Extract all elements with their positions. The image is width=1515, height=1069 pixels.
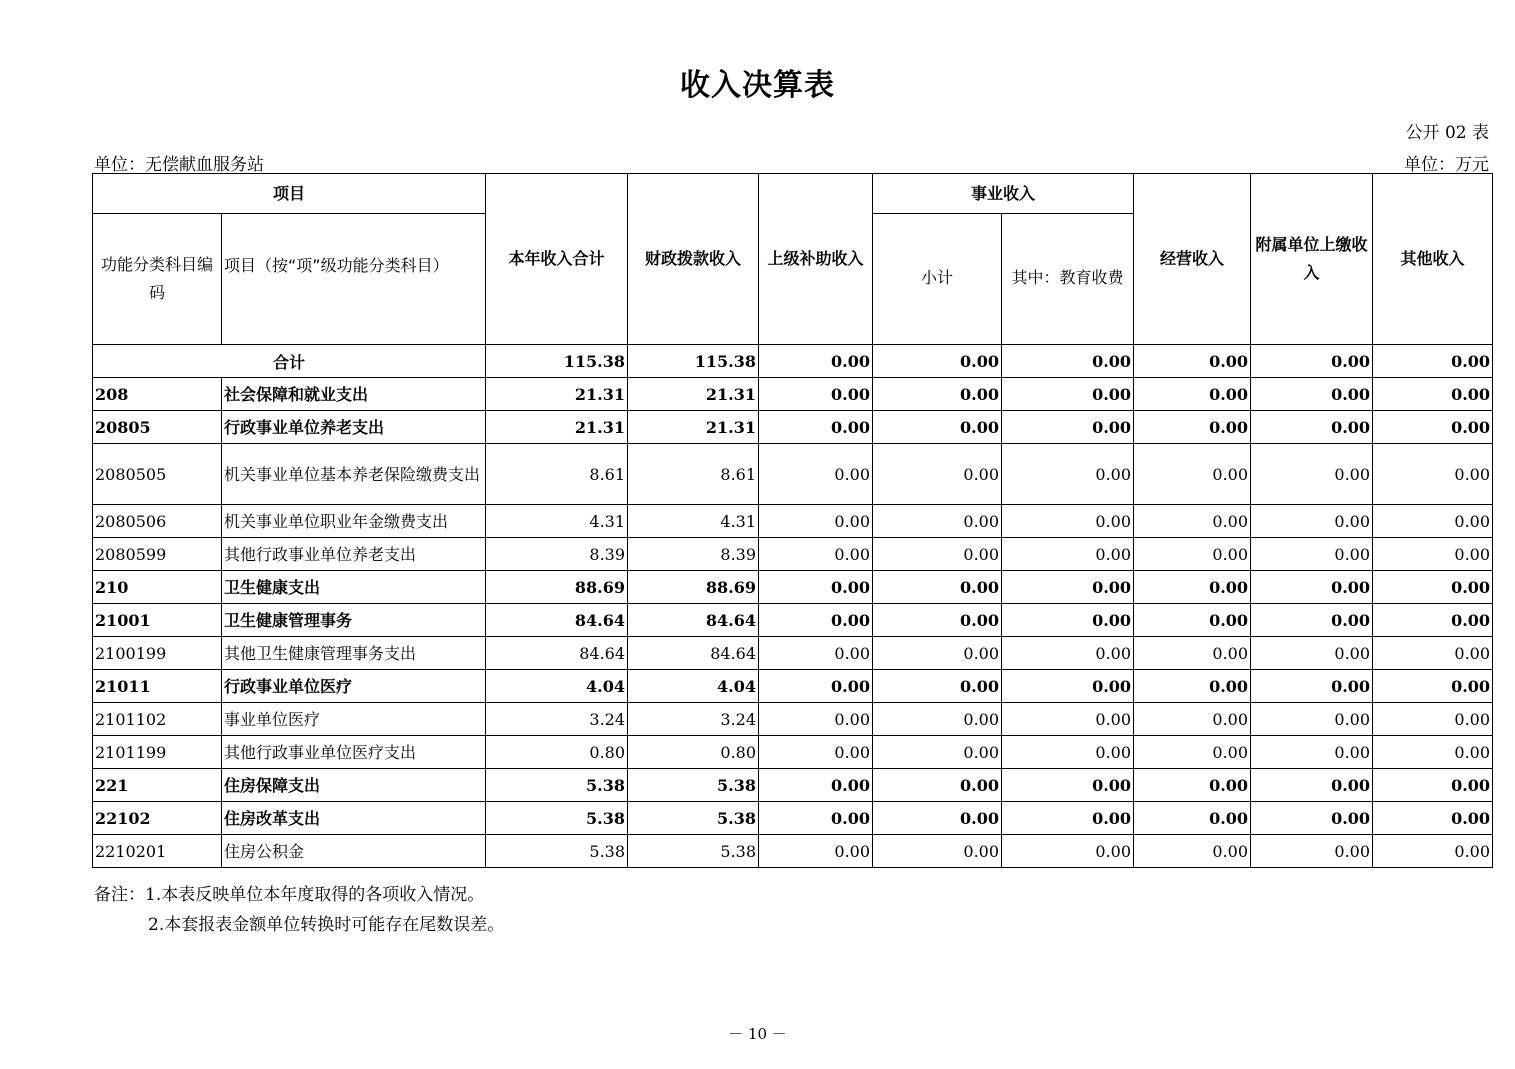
row-name: 卫生健康管理事务	[222, 604, 486, 637]
row-value: 0.00	[759, 604, 873, 637]
row-name: 住房改革支出	[222, 802, 486, 835]
row-value: 0.00	[873, 703, 1002, 736]
row-value: 0.00	[873, 571, 1002, 604]
row-value: 0.00	[1134, 444, 1251, 505]
total-cell: 115.38	[628, 345, 759, 378]
row-value: 0.00	[1134, 835, 1251, 868]
row-value: 0.00	[759, 703, 873, 736]
table-row	[93, 835, 1493, 868]
row-value: 0.00	[1002, 571, 1134, 604]
row-value: 84.64	[486, 604, 628, 637]
row-value: 0.00	[759, 505, 873, 538]
row-code: 2100199	[93, 637, 222, 670]
row-value: 5.38	[486, 802, 628, 835]
row-value: 4.04	[628, 670, 759, 703]
table-row	[93, 802, 1493, 835]
row-value: 3.24	[486, 703, 628, 736]
table-row	[93, 670, 1493, 703]
row-value: 0.00	[759, 802, 873, 835]
table-row	[93, 736, 1493, 769]
row-value: 4.31	[628, 505, 759, 538]
total-cell: 0.00	[1373, 345, 1493, 378]
row-value: 5.38	[628, 835, 759, 868]
row-value: 0.00	[873, 670, 1002, 703]
row-value: 0.00	[1251, 411, 1373, 444]
row-value: 0.00	[1251, 769, 1373, 802]
row-name: 事业单位医疗	[222, 703, 486, 736]
row-value: 0.00	[1002, 505, 1134, 538]
row-name: 机关事业单位职业年金缴费支出	[222, 505, 486, 538]
row-value: 0.00	[1373, 802, 1493, 835]
row-value: 0.00	[1134, 411, 1251, 444]
row-value: 0.00	[1002, 637, 1134, 670]
row-value: 5.38	[486, 769, 628, 802]
total-cell: 0.00	[1251, 345, 1373, 378]
row-value: 8.61	[486, 444, 628, 505]
row-name: 住房保障支出	[222, 769, 486, 802]
row-value: 0.00	[1134, 538, 1251, 571]
row-value: 0.00	[1002, 736, 1134, 769]
row-value: 8.39	[628, 538, 759, 571]
row-value: 0.00	[759, 835, 873, 868]
table-row	[93, 444, 1493, 505]
row-value: 0.00	[1373, 411, 1493, 444]
row-code: 21001	[93, 604, 222, 637]
row-value: 0.00	[1251, 637, 1373, 670]
row-code: 20805	[93, 411, 222, 444]
row-value: 0.80	[486, 736, 628, 769]
table-row-total	[93, 345, 1493, 378]
row-value: 0.00	[1002, 604, 1134, 637]
row-value: 4.04	[486, 670, 628, 703]
row-value: 0.00	[1134, 637, 1251, 670]
unit-name: 单位：无偿献血服务站	[94, 155, 264, 175]
row-code: 2080505	[93, 444, 222, 505]
row-value: 0.00	[1251, 703, 1373, 736]
total-label: 合计	[93, 345, 486, 378]
row-value: 0.00	[1134, 505, 1251, 538]
row-value: 0.00	[759, 378, 873, 411]
row-code: 2101102	[93, 703, 222, 736]
row-code: 2080599	[93, 538, 222, 571]
header-affiliated: 附属单位上缴收入	[1251, 174, 1373, 345]
row-value: 0.00	[1373, 538, 1493, 571]
row-value: 0.00	[1134, 736, 1251, 769]
row-value: 0.00	[1373, 703, 1493, 736]
row-value: 0.00	[1373, 505, 1493, 538]
row-value: 21.31	[486, 411, 628, 444]
table-row	[93, 604, 1493, 637]
row-value: 84.64	[486, 637, 628, 670]
form-number: 公开 02 表	[1405, 123, 1489, 143]
row-code: 2080506	[93, 505, 222, 538]
row-value: 0.00	[1002, 703, 1134, 736]
row-name: 其他行政事业单位养老支出	[222, 538, 486, 571]
row-value: 0.00	[759, 571, 873, 604]
page-title: 收入决算表	[680, 68, 835, 103]
row-value: 0.00	[1134, 769, 1251, 802]
total-cell: 0.00	[1134, 345, 1251, 378]
row-name: 其他卫生健康管理事务支出	[222, 637, 486, 670]
header-operating: 经营收入	[1134, 174, 1251, 345]
row-value: 88.69	[628, 571, 759, 604]
table-body	[93, 345, 1493, 868]
row-value: 0.80	[628, 736, 759, 769]
row-value: 0.00	[1251, 444, 1373, 505]
row-name: 行政事业单位养老支出	[222, 411, 486, 444]
row-value: 84.64	[628, 637, 759, 670]
row-name: 行政事业单位医疗	[222, 670, 486, 703]
table-row	[93, 378, 1493, 411]
row-value: 0.00	[1134, 703, 1251, 736]
row-value: 3.24	[628, 703, 759, 736]
row-value: 0.00	[1251, 505, 1373, 538]
table-row	[93, 571, 1493, 604]
row-value: 0.00	[1002, 538, 1134, 571]
row-value: 4.31	[486, 505, 628, 538]
row-value: 0.00	[1002, 670, 1134, 703]
row-value: 0.00	[873, 736, 1002, 769]
row-value: 0.00	[1251, 802, 1373, 835]
row-value: 0.00	[759, 637, 873, 670]
table-row	[93, 637, 1493, 670]
row-value: 0.00	[759, 411, 873, 444]
row-name: 社会保障和就业支出	[222, 378, 486, 411]
row-value: 5.38	[628, 802, 759, 835]
row-name: 其他行政事业单位医疗支出	[222, 736, 486, 769]
row-value: 0.00	[1134, 802, 1251, 835]
row-code: 21011	[93, 670, 222, 703]
row-value: 0.00	[1373, 378, 1493, 411]
row-value: 8.61	[628, 444, 759, 505]
row-value: 0.00	[759, 670, 873, 703]
row-value: 0.00	[873, 637, 1002, 670]
row-value: 0.00	[873, 769, 1002, 802]
row-value: 0.00	[1251, 736, 1373, 769]
row-name: 卫生健康支出	[222, 571, 486, 604]
row-value: 8.39	[486, 538, 628, 571]
row-value: 0.00	[759, 769, 873, 802]
row-value: 84.64	[628, 604, 759, 637]
table-row	[93, 703, 1493, 736]
row-value: 21.31	[628, 411, 759, 444]
header-func-code: 功能分类科目编码	[93, 214, 222, 345]
table-row	[93, 411, 1493, 444]
row-value: 0.00	[1373, 835, 1493, 868]
row-code: 2210201	[93, 835, 222, 868]
total-cell: 0.00	[873, 345, 1002, 378]
row-value: 0.00	[873, 505, 1002, 538]
row-value: 0.00	[759, 444, 873, 505]
row-value: 0.00	[1373, 571, 1493, 604]
row-value: 0.00	[1251, 835, 1373, 868]
row-value: 0.00	[1134, 670, 1251, 703]
currency-unit: 单位：万元	[1404, 155, 1489, 175]
row-value: 0.00	[873, 835, 1002, 868]
row-value: 0.00	[759, 538, 873, 571]
row-code: 208	[93, 378, 222, 411]
page-number: － 10 －	[728, 1025, 787, 1043]
row-value: 0.00	[1373, 670, 1493, 703]
header-education: 其中：教育收费	[1002, 214, 1134, 345]
row-code: 210	[93, 571, 222, 604]
row-value: 0.00	[1134, 378, 1251, 411]
row-value: 0.00	[1002, 378, 1134, 411]
header-superior: 上级补助收入	[759, 174, 873, 345]
row-value: 0.00	[873, 444, 1002, 505]
row-value: 0.00	[1251, 538, 1373, 571]
row-value: 0.00	[1373, 769, 1493, 802]
row-value: 0.00	[1251, 604, 1373, 637]
row-value: 0.00	[1002, 444, 1134, 505]
total-cell: 115.38	[486, 345, 628, 378]
row-value: 0.00	[1251, 670, 1373, 703]
row-value: 0.00	[873, 604, 1002, 637]
income-table	[92, 173, 1493, 868]
row-value: 0.00	[1373, 736, 1493, 769]
row-value: 0.00	[1134, 571, 1251, 604]
row-value: 0.00	[1002, 835, 1134, 868]
total-cell: 0.00	[759, 345, 873, 378]
row-name: 住房公积金	[222, 835, 486, 868]
header-item-name: 项目（按“项”级功能分类科目）	[222, 214, 486, 345]
row-value: 0.00	[1251, 378, 1373, 411]
table-row	[93, 769, 1493, 802]
header-subtotal: 小计	[873, 214, 1002, 345]
row-value: 21.31	[628, 378, 759, 411]
header-project: 项目	[93, 174, 486, 214]
row-value: 5.38	[486, 835, 628, 868]
row-code: 221	[93, 769, 222, 802]
header-other: 其他收入	[1373, 174, 1493, 345]
row-value: 0.00	[873, 802, 1002, 835]
row-value: 0.00	[873, 378, 1002, 411]
row-name: 机关事业单位基本养老保险缴费支出	[222, 444, 486, 505]
row-value: 0.00	[873, 538, 1002, 571]
row-value: 0.00	[1251, 571, 1373, 604]
header-total-income: 本年收入合计	[486, 174, 628, 345]
row-code: 2101199	[93, 736, 222, 769]
table-row	[93, 538, 1493, 571]
row-code: 22102	[93, 802, 222, 835]
header-business: 事业收入	[873, 174, 1134, 214]
row-value: 0.00	[759, 736, 873, 769]
total-cell: 0.00	[1002, 345, 1134, 378]
row-value: 0.00	[1373, 637, 1493, 670]
row-value: 0.00	[1002, 769, 1134, 802]
row-value: 88.69	[486, 571, 628, 604]
table-row	[93, 505, 1493, 538]
note-line-2: 2.本套报表金额单位转换时可能存在尾数误差。	[148, 915, 505, 935]
note-line-1: 备注：1.本表反映单位本年度取得的各项收入情况。	[94, 885, 485, 905]
header-fiscal: 财政拨款收入	[628, 174, 759, 345]
notes	[94, 880, 504, 940]
row-value: 0.00	[1002, 802, 1134, 835]
row-value: 21.31	[486, 378, 628, 411]
row-value: 0.00	[873, 411, 1002, 444]
row-value: 0.00	[1134, 604, 1251, 637]
row-value: 0.00	[1373, 444, 1493, 505]
row-value: 0.00	[1002, 411, 1134, 444]
row-value: 5.38	[628, 769, 759, 802]
row-value: 0.00	[1373, 604, 1493, 637]
